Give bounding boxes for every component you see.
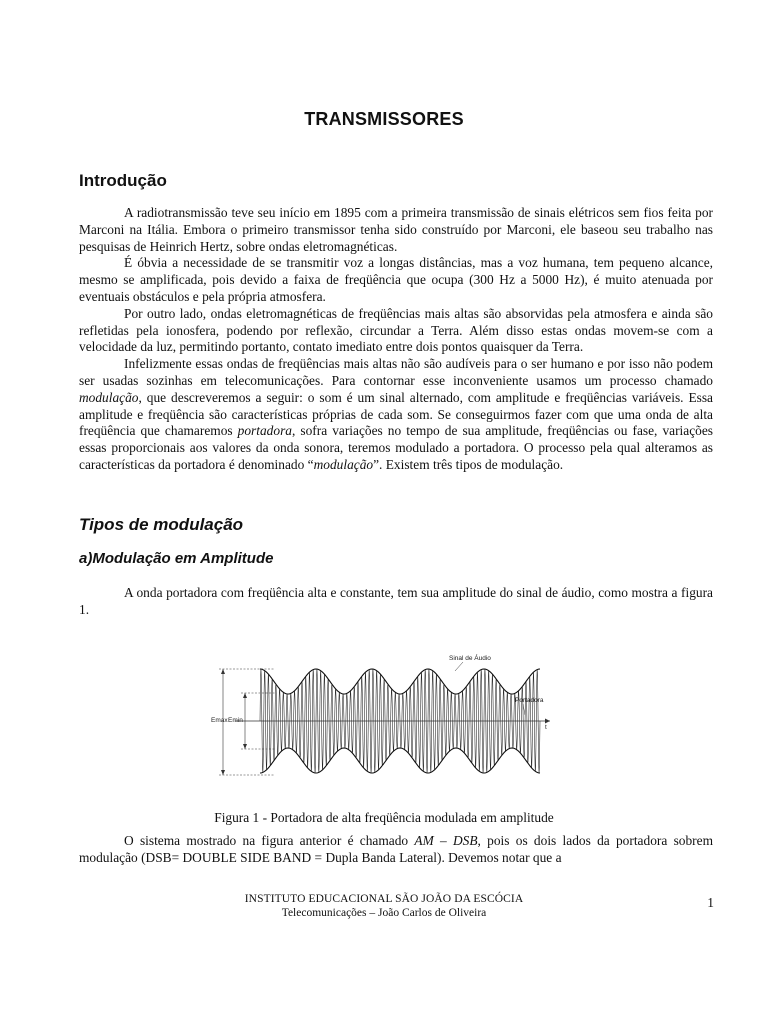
emin-label: Emin <box>228 717 243 724</box>
after-figure-paragraph: O sistema mostrado na figura anterior é chamado AM – DSB, pois os dois lados da portadora sobrem modulação (DSB= DOUBLE SIDE BAND = Dupla Banda Lateral). Devemos notar que a <box>79 833 713 865</box>
figure-caption: Figura 1 - Portadora de alta freqüência modulada em amplitude <box>214 810 554 825</box>
lower-envelope <box>260 748 540 773</box>
carrier-label: Portadora <box>515 697 544 704</box>
italic-term: modulação <box>79 389 139 405</box>
intro-paragraph: Por outro lado, ondas eletromagnéticas de freqüências mais altas são absorvidas pela atmosfera e ainda são refletidas pela ionosfera, podendo por reflexão, circundar a Terra. Além disso estas ondas movem-se com a velocidade da luz, permitindo portanto, contato imediato entre dois pontos quaisquer da Terra. <box>79 305 713 355</box>
intro-heading: Introdução <box>79 171 167 190</box>
time-label: t <box>545 724 547 731</box>
time-axis-arrow <box>545 719 550 724</box>
intro-paragraph: A radiotransmissão teve seu início em 1895 com a primeira transmissão de sinais elétricos sem fios feita por Marconi na Itália. Embora o primeiro transmissor tenha sido construído por Marconi, ele baseou seu trabalho nas pesquisas de Heinrich Hertz, sobre ondas eletromagnéticas. <box>79 205 713 254</box>
page-number: 1 <box>707 895 714 910</box>
am-paragraph: A onda portadora com freqüência alta e constante, tem sua amplitude do sinal de áudio, como mostra a figura 1. <box>79 585 713 617</box>
am-waveform-diagram <box>205 647 557 795</box>
after-figure-text <box>79 833 713 867</box>
intro-text <box>79 205 713 474</box>
italic-term: modulação <box>313 456 374 472</box>
italic-term: AM – DSB <box>414 833 478 848</box>
footer-course: Telecomunicações – João Carlos de Oliveira <box>281 907 487 919</box>
emax-label: Emax <box>211 717 228 724</box>
italic-term: portadora <box>237 423 292 439</box>
page-title: TRANSMISSORES <box>304 109 464 129</box>
am-text <box>79 585 713 619</box>
upper-envelope <box>260 669 540 694</box>
intro-paragraph: É óbvia a necessidade de se transmitir voz a longas distâncias, mas a voz humana, tem pequeno alcance, mesmo se amplificada, pois devido a faixa de freqüência que ocupa (300 Hz a 5000 Hz), é muito atenuada por eventuais obstáculos e pela própria atmosfera. <box>79 255 713 304</box>
footer-institute: INSTITUTO EDUCACIONAL SÃO JOÃO DA ESCÓCIA <box>244 893 524 905</box>
am-figure <box>205 647 557 795</box>
types-heading: Tipos de modulação <box>79 515 244 534</box>
audio-signal-label: Sinal de Áudio <box>449 655 491 662</box>
intro-paragraph: Infelizmente essas ondas de freqüências mais altas não são audíveis para o ser humano e por isso não podem ser usadas sozinhas em telecomunicações. Para contornar esse inconveniente usamos um processo chamado modulação, que descreveremos a seguir: o som é um sinal alternado, com amplitude e freqüências variáveis. Essa amplitude e freqüência são características próprias de cada som. Se conseguirmos fazer com que uma onda de alta freqüência que chamaremos portadora, sofra variações no tempo de sua amplitude, freqüências ou fase, variações essas proporcionais aos valores da onda sonora, teremos modulado a portadora. O processo pela qual alteramos as características da portadora é denominado “modulação”. Existem três tipos de modulação. <box>79 356 713 472</box>
am-heading: a)Modulação em Amplitude <box>79 550 274 567</box>
